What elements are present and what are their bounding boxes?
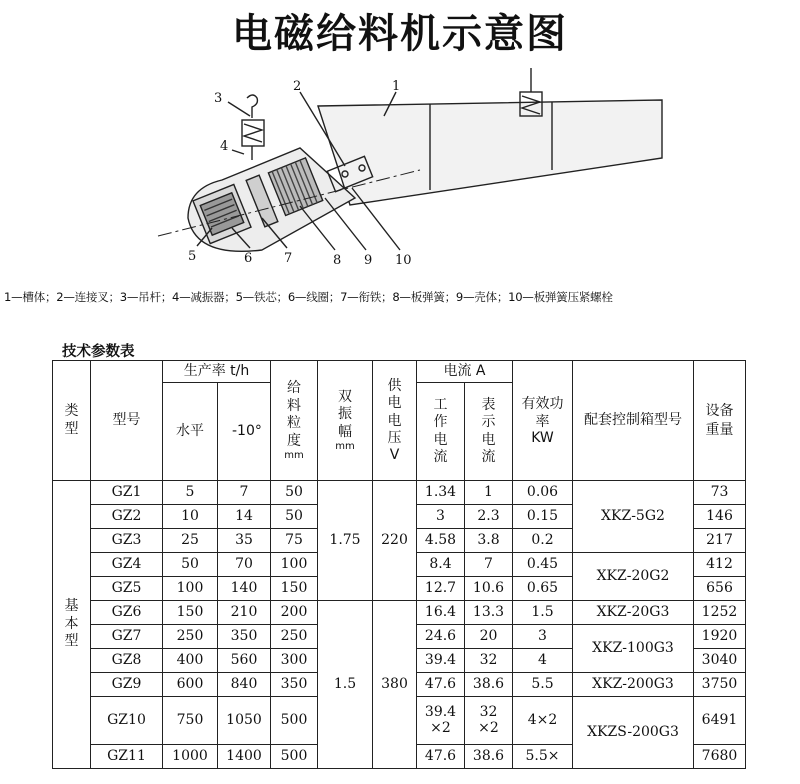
cell-minus10: 210 [218,601,271,625]
cell-model: GZ5 [91,577,163,601]
cell-model: GZ2 [91,505,163,529]
label-2: 2 [293,79,302,94]
cell-minus10: 35 [218,529,271,553]
cell-work-current: 3 [417,505,465,529]
cell-power: 4 [513,649,573,673]
header-work-current: 工作电流 [417,383,465,481]
cell-power: 5.5× [513,745,573,769]
cell-work-current: 4.58 [417,529,465,553]
cell-horizontal: 750 [163,697,218,745]
cell-weight: 656 [694,577,746,601]
cell-horizontal: 250 [163,625,218,649]
cell-weight: 146 [694,505,746,529]
cell-weight: 73 [694,481,746,505]
cell-granularity: 100 [271,553,318,577]
cell-minus10: 70 [218,553,271,577]
cell-model: GZ3 [91,529,163,553]
cell-horizontal: 150 [163,601,218,625]
header-voltage: 供电电压 V [373,361,417,481]
cell-horizontal: 1000 [163,745,218,769]
trough [318,100,662,205]
cell-minus10: 140 [218,577,271,601]
label-3: 3 [214,91,223,106]
cell-horizontal: 10 [163,505,218,529]
cell-weight: 3040 [694,649,746,673]
table-caption: 技术参数表 [62,344,135,360]
label-7: 7 [284,251,293,266]
label-4: 4 [220,139,229,154]
header-horizontal: 水平 [163,383,218,481]
cell-granularity: 500 [271,745,318,769]
cell-work-current: 12.7 [417,577,465,601]
cell-work-current: 47.6 [417,745,465,769]
diagram-legend: 1—槽体；2—连接叉；3—吊杆；4—减振器；5—铁芯；6—线圈；7—衔铁；8—板弹簧；9—壳体；10—板弹簧压紧螺栓 [4,290,613,304]
cell-meter-current: 1 [465,481,513,505]
table-row [53,601,746,625]
header-type: 类型 [53,361,91,481]
cell-horizontal: 100 [163,577,218,601]
cell-horizontal: 5 [163,481,218,505]
cell-model: GZ8 [91,649,163,673]
cell-granularity: 200 [271,601,318,625]
cell-minus10: 1050 [218,697,271,745]
cell-meter-current: 32 ×2 [465,697,513,745]
cell-voltage: 220 [373,481,417,601]
cell-weight: 1920 [694,625,746,649]
page-title: 电磁给料机示意图 [232,11,568,57]
cell-weight: 412 [694,553,746,577]
cell-power: 0.65 [513,577,573,601]
cell-model: GZ6 [91,601,163,625]
cell-granularity: 75 [271,529,318,553]
cell-work-current: 24.6 [417,625,465,649]
cell-power: 0.2 [513,529,573,553]
header-weight: 设备重量 [694,361,746,481]
cell-weight: 3750 [694,673,746,697]
cell-minus10: 840 [218,673,271,697]
cell-work-current: 47.6 [417,673,465,697]
label-5: 5 [188,249,197,264]
header-model: 型号 [91,361,163,481]
cell-power: 1.5 [513,601,573,625]
header-control-box: 配套控制箱型号 [573,361,694,481]
header-production: 生产率 t/h [163,361,271,383]
category-cell: 基本型 [53,481,91,769]
cell-amplitude: 1.75 [318,481,373,601]
cell-model: GZ10 [91,697,163,745]
header-minus10: -10° [218,383,271,481]
label-8: 8 [333,253,342,268]
label-1: 1 [392,79,401,94]
cell-meter-current: 32 [465,649,513,673]
feeder-diagram [0,58,800,288]
cell-horizontal: 25 [163,529,218,553]
cell-amplitude: 1.5 [318,601,373,769]
cell-model: GZ11 [91,745,163,769]
cell-control-box: XKZ-200G3 [573,673,694,697]
cell-work-current: 1.34 [417,481,465,505]
cell-granularity: 250 [271,625,318,649]
label-10: 10 [395,253,412,268]
cell-power: 0.06 [513,481,573,505]
cell-model: GZ1 [91,481,163,505]
cell-horizontal: 400 [163,649,218,673]
cell-meter-current: 7 [465,553,513,577]
cell-minus10: 560 [218,649,271,673]
table-row [53,481,746,505]
header-granularity: 给料粒度 mm [271,361,318,481]
cell-meter-current: 2.3 [465,505,513,529]
cell-power: 4×2 [513,697,573,745]
cell-minus10: 350 [218,625,271,649]
cell-weight: 217 [694,529,746,553]
spec-table [52,360,746,769]
cell-minus10: 14 [218,505,271,529]
cell-control-box: XKZ-5G2 [573,481,694,553]
cell-power: 0.45 [513,553,573,577]
label-9: 9 [364,253,373,268]
header-current: 电流 A [417,361,513,383]
cell-granularity: 350 [271,673,318,697]
label-6: 6 [244,251,253,266]
cell-minus10: 1400 [218,745,271,769]
cell-model: GZ7 [91,625,163,649]
cell-granularity: 150 [271,577,318,601]
cell-voltage: 380 [373,601,417,769]
cell-meter-current: 38.6 [465,745,513,769]
cell-weight: 7680 [694,745,746,769]
cell-work-current: 39.4 [417,649,465,673]
cell-horizontal: 600 [163,673,218,697]
cell-control-box: XKZS-200G3 [573,697,694,769]
cell-work-current: 39.4 ×2 [417,697,465,745]
cell-power: 5.5 [513,673,573,697]
cell-control-box: XKZ-20G2 [573,553,694,601]
cell-granularity: 500 [271,697,318,745]
cell-control-box: XKZ-20G3 [573,601,694,625]
cell-power: 3 [513,625,573,649]
cell-meter-current: 13.3 [465,601,513,625]
header-meter-current: 表示电流 [465,383,513,481]
cell-power: 0.15 [513,505,573,529]
cell-meter-current: 3.8 [465,529,513,553]
cell-minus10: 7 [218,481,271,505]
cell-meter-current: 10.6 [465,577,513,601]
cell-model: GZ9 [91,673,163,697]
cell-granularity: 300 [271,649,318,673]
cell-model: GZ4 [91,553,163,577]
cell-control-box: XKZ-100G3 [573,625,694,673]
cell-meter-current: 38.6 [465,673,513,697]
header-amplitude: 双振幅 mm [318,361,373,481]
header-power: 有效功率 KW [513,361,573,481]
cell-work-current: 8.4 [417,553,465,577]
cell-weight: 1252 [694,601,746,625]
cell-work-current: 16.4 [417,601,465,625]
cell-weight: 6491 [694,697,746,745]
cell-horizontal: 50 [163,553,218,577]
cell-granularity: 50 [271,505,318,529]
cell-granularity: 50 [271,481,318,505]
cell-meter-current: 20 [465,625,513,649]
